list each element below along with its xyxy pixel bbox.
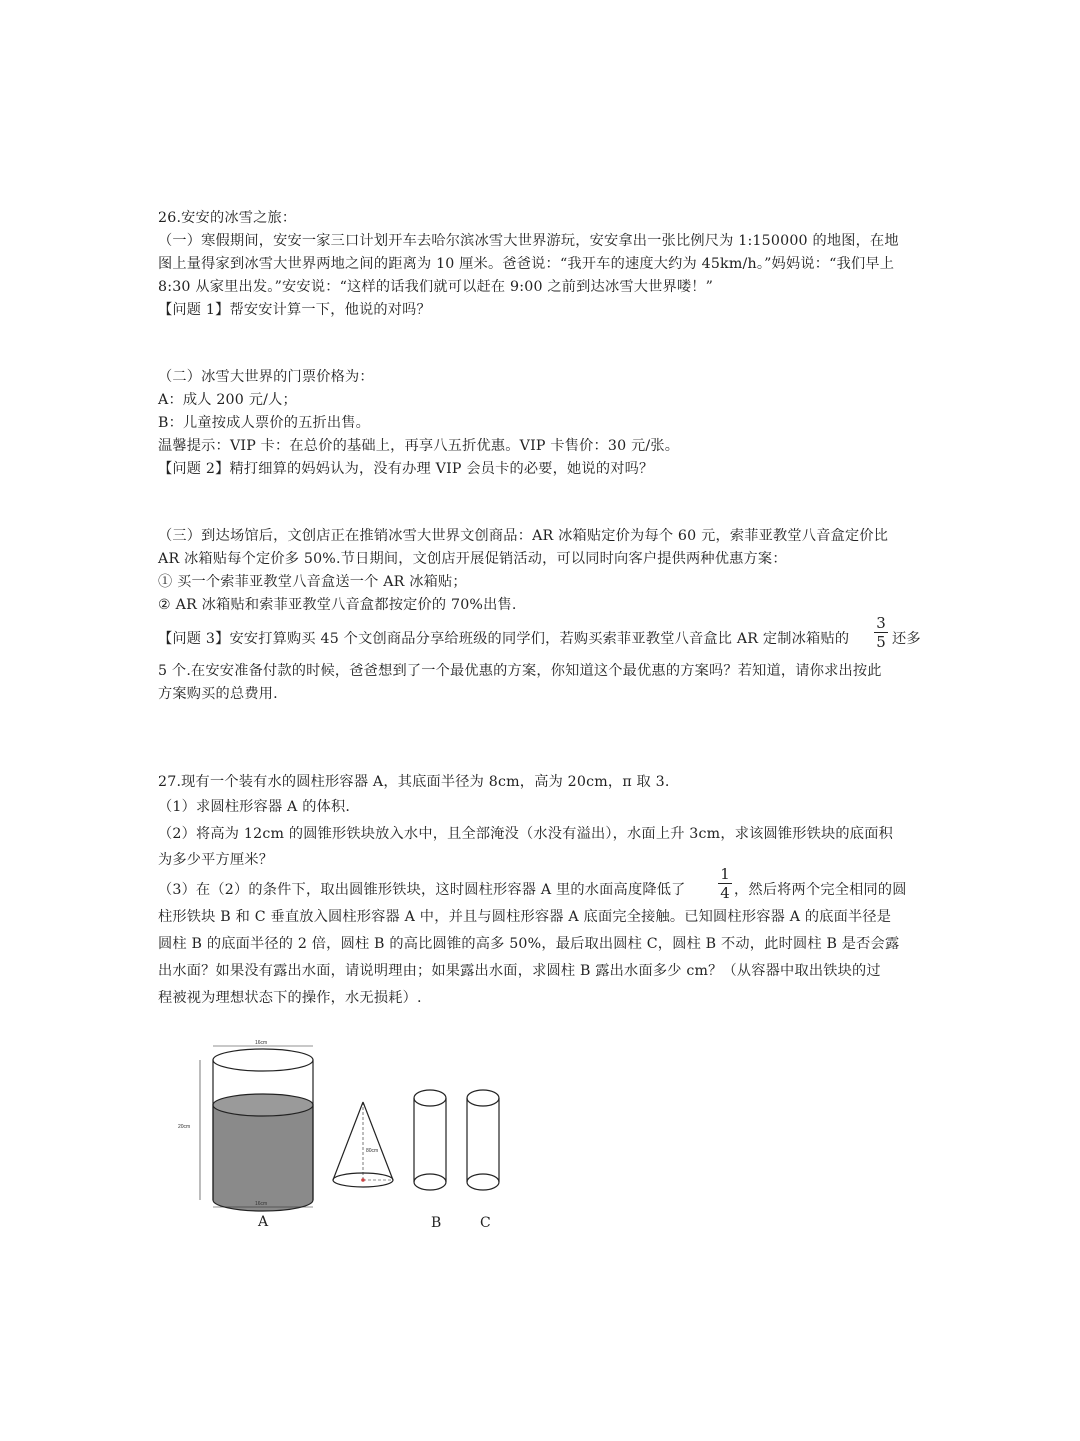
q26-question3-line1-tail: 还多 [892,631,921,647]
dim-top-label: 16cm [255,1040,268,1046]
dim-bottom-label: 16cm [255,1201,268,1207]
q27-intro: 27.现有一个装有水的圆柱形容器 A，其底面半径为 8cm，高为 20cm，π 取 3. [158,774,670,790]
q26-part3-line2: AR 冰箱贴每个定价多 50%.节日期间，文创店开展促销活动，可以同时向客户提供两种优惠方案： [158,551,787,567]
q26-title: 26.安安的冰雪之旅： [158,210,297,226]
q26-part2-line2: A：成人 200 元/人； [158,392,297,408]
q26-question3-line1: 【问题 3】安安打算购买 45 个文创商品分享给班级的同学们，若购买索菲亚教堂八音盒比 AR 定制冰箱贴的 [158,631,850,647]
dim-height-label: 20cm [178,1124,191,1130]
container-a-top-rim [213,1049,313,1071]
fraction-denominator: 4 [720,884,730,902]
q26-fraction-three-fifths [874,615,888,650]
q27-part2-line1: （2）将高为 12cm 的圆锥形铁块放入水中，且全部淹没（水没有溢出），水面上升 3cm，求该圆锥形铁块的底面积 [158,826,893,842]
q27-part3-line1: （3）在（2）的条件下，取出圆锥形铁块，这时圆柱形容器 A 里的水面高度降低了 [158,882,686,898]
q27-fraction-one-quarter [718,866,732,901]
container-a-water [213,1105,313,1211]
q26-part2-line4: 温馨提示：VIP 卡：在总价的基础上，再享八五折优惠。VIP 卡售价：30 元/张。 [158,438,680,454]
cylinder-b-top [414,1090,446,1106]
q27-part1: （1）求圆柱形容器 A 的体积. [158,799,351,815]
label-cylinder-c: C [480,1215,491,1231]
q26-part3-line3: ① 买一个索菲亚教堂八音盒送一个 AR 冰箱贴； [158,574,467,590]
q27-part3-line4: 出水面？如果没有露出水面，请说明理由；如果露出水面，求圆柱 B 露出水面多少 cm？（从容器中取出铁块的过 [158,963,881,979]
q26-part1-line3: 8:30 从家里出发。”安安说：“这样的话我们就可以赶在 9:00 之前到达冰雪大世界喽！” [158,279,714,295]
cylinder-c-top [467,1090,499,1106]
q26-part1-line1: （一）寒假期间，安安一家三口计划开车去哈尔滨冰雪大世界游玩，安安拿出一张比例尺为 1:150000 的地图，在地 [158,233,899,249]
fraction-numerator: 1 [720,865,730,883]
q26-part3-line4: ② AR 冰箱贴和索菲亚教堂八音盒都按定价的 70%出售. [158,597,517,613]
q26-question2: 【问题 2】精打细算的妈妈认为，没有办理 VIP 会员卡的必要，她说的对吗？ [158,461,654,477]
q26-question3-line3: 方案购买的总费用. [158,686,278,702]
q26-part2-line1: （二）冰雪大世界的门票价格为： [158,369,374,385]
fraction-denominator: 5 [876,633,886,651]
q27-part3-line1-tail: ，然后将两个完全相同的圆 [734,882,907,898]
cylinder-b-bottom [414,1174,446,1190]
q27-part3-line3: 圆柱 B 的底面半径的 2 倍，圆柱 B 的高比圆锥的高多 50%，最后取出圆柱 C，圆柱 B 不动，此时圆柱 B 是否会露 [158,936,900,952]
q27-part3-line5: 程被视为理想状态下的操作，水无损耗）. [158,990,422,1006]
label-cylinder-b: B [431,1215,442,1231]
fraction-numerator: 3 [876,614,886,632]
cylinder-cone-figure [170,1030,530,1230]
dim-cone-label: 80cm [366,1148,379,1154]
q27-part3-line2: 柱形铁块 B 和 C 垂直放入圆柱形容器 A 中，并且与圆柱形容器 A 底面完全接触。已知圆柱形容器 A 的底面半径是 [158,909,892,925]
q26-question3-line2: 5 个.在安安准备付款的时候，爸爸想到了一个最优惠的方案，你知道这个最优惠的方案吗？若知道，请你求出按此 [158,663,882,679]
cylinder-c-bottom [467,1174,499,1190]
label-container-a: A [258,1214,269,1230]
container-a-water-surface [213,1094,313,1116]
q26-part3-line1: （三）到达场馆后，文创店正在推销冰雪大世界文创商品：AR 冰箱贴定价为每个 60 元，索菲亚教堂八音盒定价比 [158,528,889,544]
q27-part2-line2: 为多少平方厘米？ [158,852,274,868]
q26-part2-line3: B：儿童按成人票价的五折出售。 [158,415,371,431]
q26-part1-line2: 图上量得家到冰雪大世界两地之间的距离为 10 厘米。爸爸说：“我开车的速度大约为 45km/h。”妈妈说：“我们早上 [158,256,895,272]
q26-question1: 【问题 1】帮安安计算一下，他说的对吗？ [158,302,431,318]
